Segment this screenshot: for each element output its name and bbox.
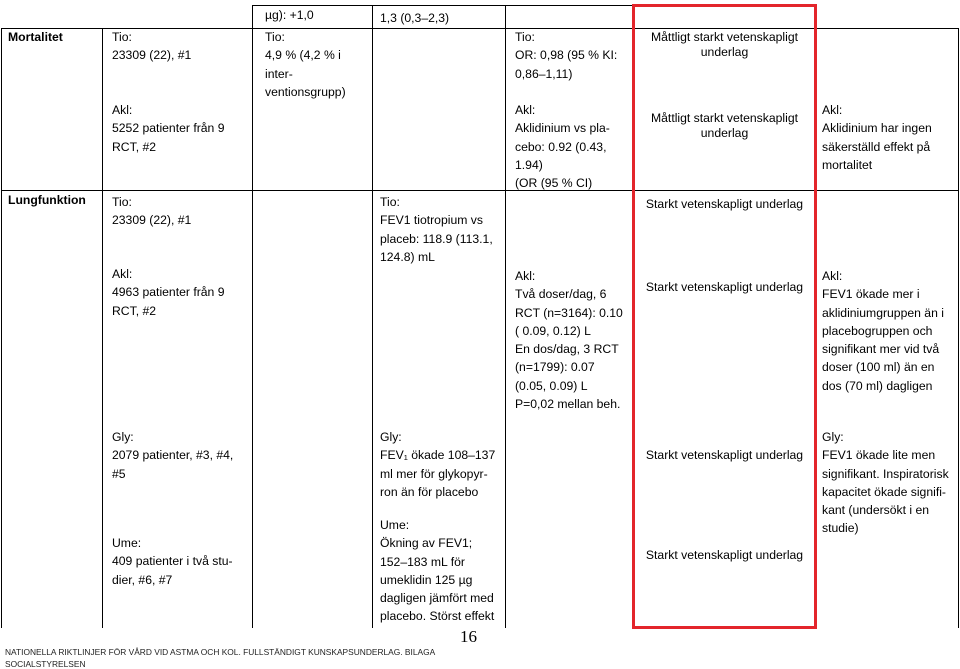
lungfunktion-outcome-tio — [380, 193, 493, 266]
cell-text-line: inter- — [265, 66, 293, 81]
cell-text-line: (0.05, 0.09) L — [515, 378, 588, 393]
evidence-text-line: Starkt vetenskapligt underlag — [645, 447, 804, 462]
mortalitet-studies-akl — [112, 101, 224, 156]
footer-publisher: SOCIALSTYRELSEN — [5, 659, 86, 669]
cell-text-line: dagligen jämfört med — [380, 591, 494, 606]
cell-text-line: 409 patienter i två stu- — [112, 554, 233, 569]
cell-text-line: säkerställd effekt på — [822, 139, 931, 154]
cell-text-line: Akl: — [515, 103, 536, 117]
cell-text-line: signifikant mer vid två — [822, 342, 940, 357]
cell-text-line: dier, #6, #7 — [112, 572, 173, 587]
cell-text-line: ml mer för glykopyr- — [380, 466, 488, 481]
cell-text-line: 23309 (22), #1 — [112, 48, 192, 63]
cell-text-line: ( 0.09, 0.12) L — [515, 323, 591, 338]
cell-text-line: FEV1 tiotropium vs — [380, 213, 483, 228]
lungfunktion-studies-ume — [112, 534, 233, 589]
column-divider — [505, 5, 506, 628]
cell-text-line: 23309 (22), #1 — [112, 213, 192, 228]
cell-text-line: 1.94) — [515, 157, 543, 172]
lungfunktion-comment-gly — [822, 428, 949, 538]
column-divider — [372, 5, 373, 628]
cell-text-line: dos (70 ml) dagligen — [822, 378, 933, 393]
cell-text-line: kant (undersökt i en — [822, 503, 930, 518]
cell-text-line: studie) — [822, 521, 859, 536]
cell-text-line: Tio: — [112, 195, 132, 209]
cell-text-line: 4,9 % (4,2 % i — [265, 48, 341, 63]
cell-text-line: Aklidinium vs pla- — [515, 121, 610, 136]
cell-text-line: Ökning av FEV1; — [380, 536, 473, 551]
cell-text-line: FEV₁ ökade 108–137 — [380, 448, 496, 463]
cell-text-line: placebo. Störst effekt — [380, 609, 495, 624]
lungfunktion-evidence-ume — [635, 548, 814, 563]
cell-text-line: 152–183 mL för — [380, 554, 465, 569]
cell-text-line: #5 — [112, 466, 126, 481]
mortalitet-comment-akl — [822, 101, 932, 174]
evidence-text-line: underlag — [700, 125, 749, 140]
cell-text-line: Akl: — [112, 103, 133, 117]
cell-text-line: 4963 patienter från 9 — [112, 285, 225, 300]
cell-text-line: Aklidinium har ingen — [822, 121, 932, 136]
lungfunktion-studies-tio — [112, 193, 191, 230]
evidence-text-line: Starkt vetenskapligt underlag — [645, 279, 804, 294]
lungfunktion-evidence-akl — [635, 280, 814, 295]
evidence-text-line: Måttligt starkt vetenskapligt — [651, 110, 798, 125]
lungfunktion-studies-gly — [112, 428, 233, 483]
mortalitet-studies-tio — [112, 28, 191, 65]
mortalitet-evidence-akl — [635, 111, 814, 141]
evidence-text-line: underlag — [700, 44, 749, 59]
cell-text-line: P=0,02 mellan beh. — [515, 397, 621, 412]
mortalitet-evidence-tio — [635, 30, 814, 60]
cell-text-line: FEV1 ökade mer i — [822, 287, 920, 302]
cell-text-line: RCT, #2 — [112, 139, 157, 154]
cell-text-line: RCT (n=3164): 0.10 — [515, 305, 623, 320]
cell-text-line: Gly: — [112, 430, 134, 444]
row-label-mortalitet — [8, 28, 63, 46]
cell-text-line: placeb: 118.9 (113.1, — [380, 231, 493, 246]
footer-title: NATIONELLA RIKTLINJER FÖR VÅRD VID ASTMA OCH KOL. FULLSTÄNDIGT KUNSKAPSUNDERLAG. BILAGA — [5, 647, 436, 657]
cell-text-line: En dos/dag, 3 RCT — [515, 342, 619, 357]
cell-text-line: Akl: — [515, 269, 536, 283]
cell-text-line: Tio: — [380, 195, 400, 209]
row-label-lungfunktion — [8, 191, 86, 209]
lungfunktion-studies-akl — [112, 265, 224, 320]
lungfunktion-result-akl — [515, 267, 623, 413]
cell-text-line: Akl: — [822, 103, 843, 117]
lungfunktion-outcome-gly — [380, 428, 495, 501]
cell-text-line: Ume: — [112, 536, 142, 550]
mortalitet-result-tio — [515, 28, 617, 83]
cell-text-line: placebogruppen och — [822, 323, 933, 338]
column-divider — [252, 5, 253, 628]
cell-text-line: 0,86–1,11) — [515, 66, 573, 81]
lungfunktion-evidence-gly — [635, 448, 814, 463]
cell-text-line: (OR (95 % CI) — [515, 176, 593, 191]
table-border-right — [958, 28, 959, 628]
lungfunktion-comment-akl — [822, 267, 944, 395]
row-label-text: Lungfunktion — [8, 193, 86, 207]
cell-text-line: 2079 patienter, #3, #4, — [112, 448, 234, 463]
table-border-left — [1, 28, 2, 628]
page-number: 16 — [460, 627, 477, 646]
continued-result-cell — [380, 9, 449, 27]
evidence-text-line: Starkt vetenskapligt underlag — [645, 547, 804, 562]
lungfunktion-evidence-tio — [635, 197, 814, 212]
row-label-text: Mortalitet — [8, 30, 63, 44]
column-divider — [102, 28, 103, 628]
cell-text-line: 124.8) mL — [380, 249, 435, 264]
cell-text-line: cebo: 0.92 (0.43, — [515, 139, 607, 154]
cell-text-line: FEV1 ökade lite men — [822, 448, 936, 463]
cell-text-line: OR: 0,98 (95 % KI: — [515, 48, 618, 63]
cell-text-line: kapacitet ökade signifi- — [822, 484, 946, 499]
cell-text-line: Tio: — [265, 30, 285, 44]
lungfunktion-outcome-ume — [380, 516, 494, 626]
cell-text-line: Tio: — [112, 30, 132, 44]
cell-text-line: doser (100 ml) än en — [822, 360, 935, 375]
mortalitet-effect-tio — [265, 28, 346, 101]
cell-text-line: aklidiniumgruppen än i — [822, 305, 944, 320]
evidence-text-line: Måttligt starkt vetenskapligt — [651, 29, 798, 44]
cell-text-line: ron än för placebo — [380, 484, 479, 499]
cell-text-line: µg): +1,0 — [265, 8, 314, 22]
continued-effect-size-cell — [265, 6, 314, 24]
highlight-box — [632, 4, 817, 629]
cell-text-line: 5252 patienter från 9 — [112, 121, 225, 136]
mortalitet-result-akl — [515, 101, 610, 192]
cell-text-line: RCT, #2 — [112, 303, 157, 318]
cell-text-line: Akl: — [822, 269, 843, 283]
cell-text-line: 1,3 (0,3–2,3) — [380, 11, 450, 25]
cell-text-line: Två doser/dag, 6 — [515, 287, 607, 302]
cell-text-line: Ume: — [380, 518, 410, 532]
cell-text-line: ventionsgrupp) — [265, 84, 346, 99]
cell-text-line: Gly: — [380, 430, 402, 444]
cell-text-line: (n=1799): 0.07 — [515, 360, 595, 375]
cell-text-line: umeklidin 125 µg — [380, 572, 473, 587]
cell-text-line: Akl: — [112, 267, 133, 281]
cell-text-line: mortalitet — [822, 157, 873, 172]
cell-text-line: Gly: — [822, 430, 844, 444]
cell-text-line: Tio: — [515, 30, 535, 44]
evidence-text-line: Starkt vetenskapligt underlag — [645, 196, 804, 211]
cell-text-line: signifikant. Inspiratorisk — [822, 466, 949, 481]
